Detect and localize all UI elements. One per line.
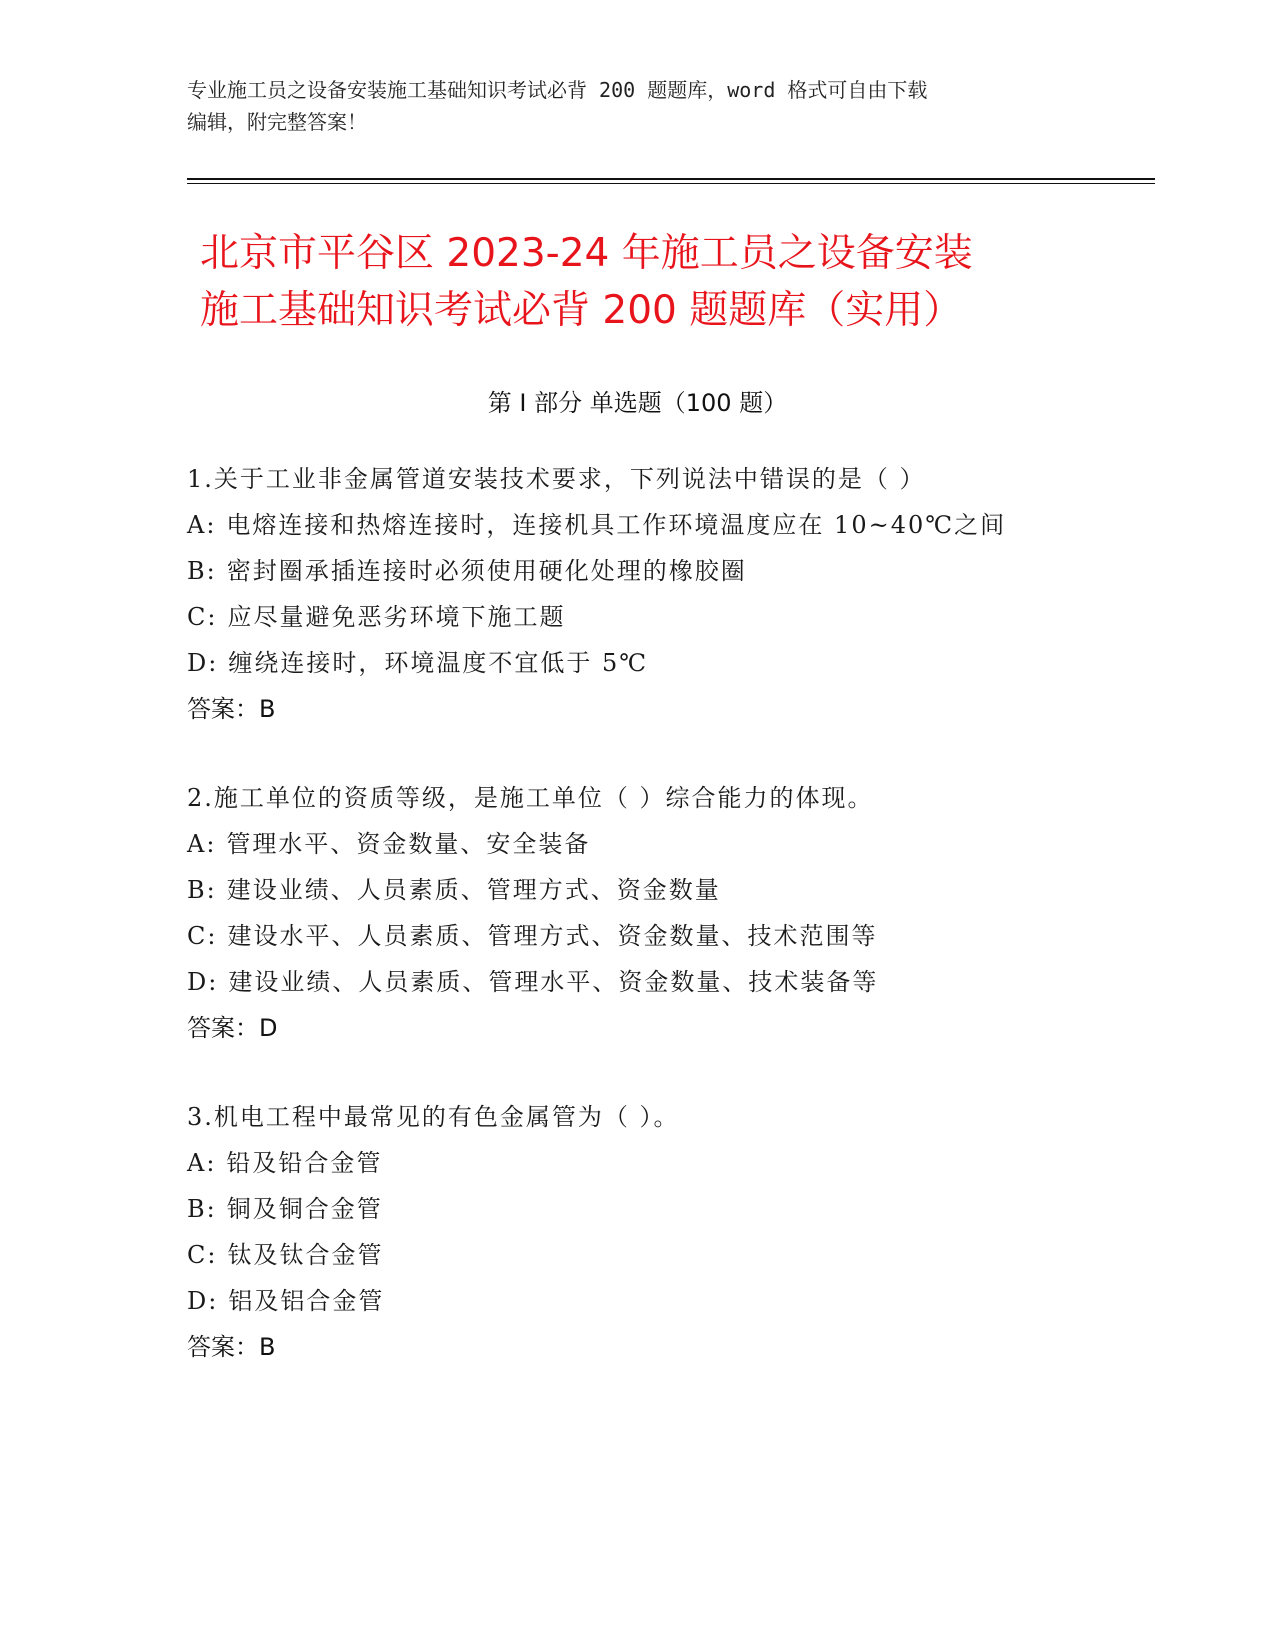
option-a (187, 502, 1147, 548)
option-text: 铝及铝合金管 (228, 1287, 385, 1315)
option-text: 建设业绩、人员素质、管理方式、资金数量 (226, 876, 721, 904)
option-b (187, 867, 1147, 913)
document-title-line-2: 施工基础知识考试必背 200 题题库（实用） (200, 288, 963, 333)
header-divider-thick (187, 178, 1155, 180)
header-divider-thin (187, 183, 1155, 184)
option-b (187, 1186, 1147, 1232)
option-label: B: (187, 557, 217, 585)
option-text: 建设业绩、人员素质、管理水平、资金数量、技术装备等 (228, 968, 879, 996)
option-b (187, 548, 1147, 594)
option-c (187, 594, 1147, 640)
question-stem: 2.施工单位的资质等级，是施工单位（ ）综合能力的体现。 (187, 784, 874, 812)
answer: 答案：B (187, 695, 276, 723)
option-a (187, 821, 1147, 867)
option-text: 管理水平、资金数量、安全装备 (226, 830, 591, 858)
option-label: A: (187, 830, 217, 858)
option-text: 应尽量避免恶劣环境下施工题 (227, 603, 566, 631)
document-title (200, 225, 1100, 339)
option-text: 电熔连接和热熔连接时，连接机具工作环境温度应在 10~40℃之间 (226, 511, 1007, 539)
option-label: C: (187, 1241, 218, 1269)
header-note-line-2: 编辑，附完整答案！ (187, 110, 367, 134)
option-text: 铅及铅合金管 (226, 1149, 383, 1177)
option-text: 密封圈承插连接时必须使用硬化处理的橡胶圈 (226, 557, 747, 585)
header-note-line-1: 专业施工员之设备安装施工基础知识考试必背 200 题题库，word 格式可自由下载 (187, 78, 928, 102)
option-a (187, 1140, 1147, 1186)
option-label: B: (187, 876, 217, 904)
option-label: D: (187, 649, 219, 677)
option-label: D: (187, 968, 219, 996)
answer: 答案：B (187, 1333, 276, 1361)
section-title: 第 I 部分 单选题（100 题） (487, 389, 788, 417)
option-label: A: (187, 1149, 217, 1177)
option-c (187, 1232, 1147, 1278)
option-label: A: (187, 511, 217, 539)
question-stem: 1.关于工业非金属管道安装技术要求，下列说法中错误的是（ ） (187, 465, 926, 493)
option-d (187, 1278, 1147, 1324)
answer: 答案：D (187, 1014, 278, 1042)
option-label: D: (187, 1287, 219, 1315)
option-text: 建设水平、人员素质、管理方式、资金数量、技术范围等 (227, 922, 878, 950)
option-label: B: (187, 1195, 217, 1223)
header-note (187, 74, 1087, 138)
option-text: 铜及铜合金管 (226, 1195, 383, 1223)
option-label: C: (187, 603, 218, 631)
option-c (187, 913, 1147, 959)
option-text: 缠绕连接时，环境温度不宜低于 5℃ (228, 649, 649, 677)
option-d (187, 959, 1147, 1005)
question-stem: 3.机电工程中最常见的有色金属管为（ ）。 (187, 1103, 680, 1131)
question-3 (187, 1094, 1147, 1370)
question-2 (187, 775, 1147, 1051)
option-d (187, 640, 1147, 686)
option-label: C: (187, 922, 218, 950)
option-text: 钛及钛合金管 (227, 1241, 384, 1269)
question-1 (187, 456, 1147, 732)
document-title-line-1: 北京市平谷区 2023-24 年施工员之设备安装 (200, 231, 973, 276)
